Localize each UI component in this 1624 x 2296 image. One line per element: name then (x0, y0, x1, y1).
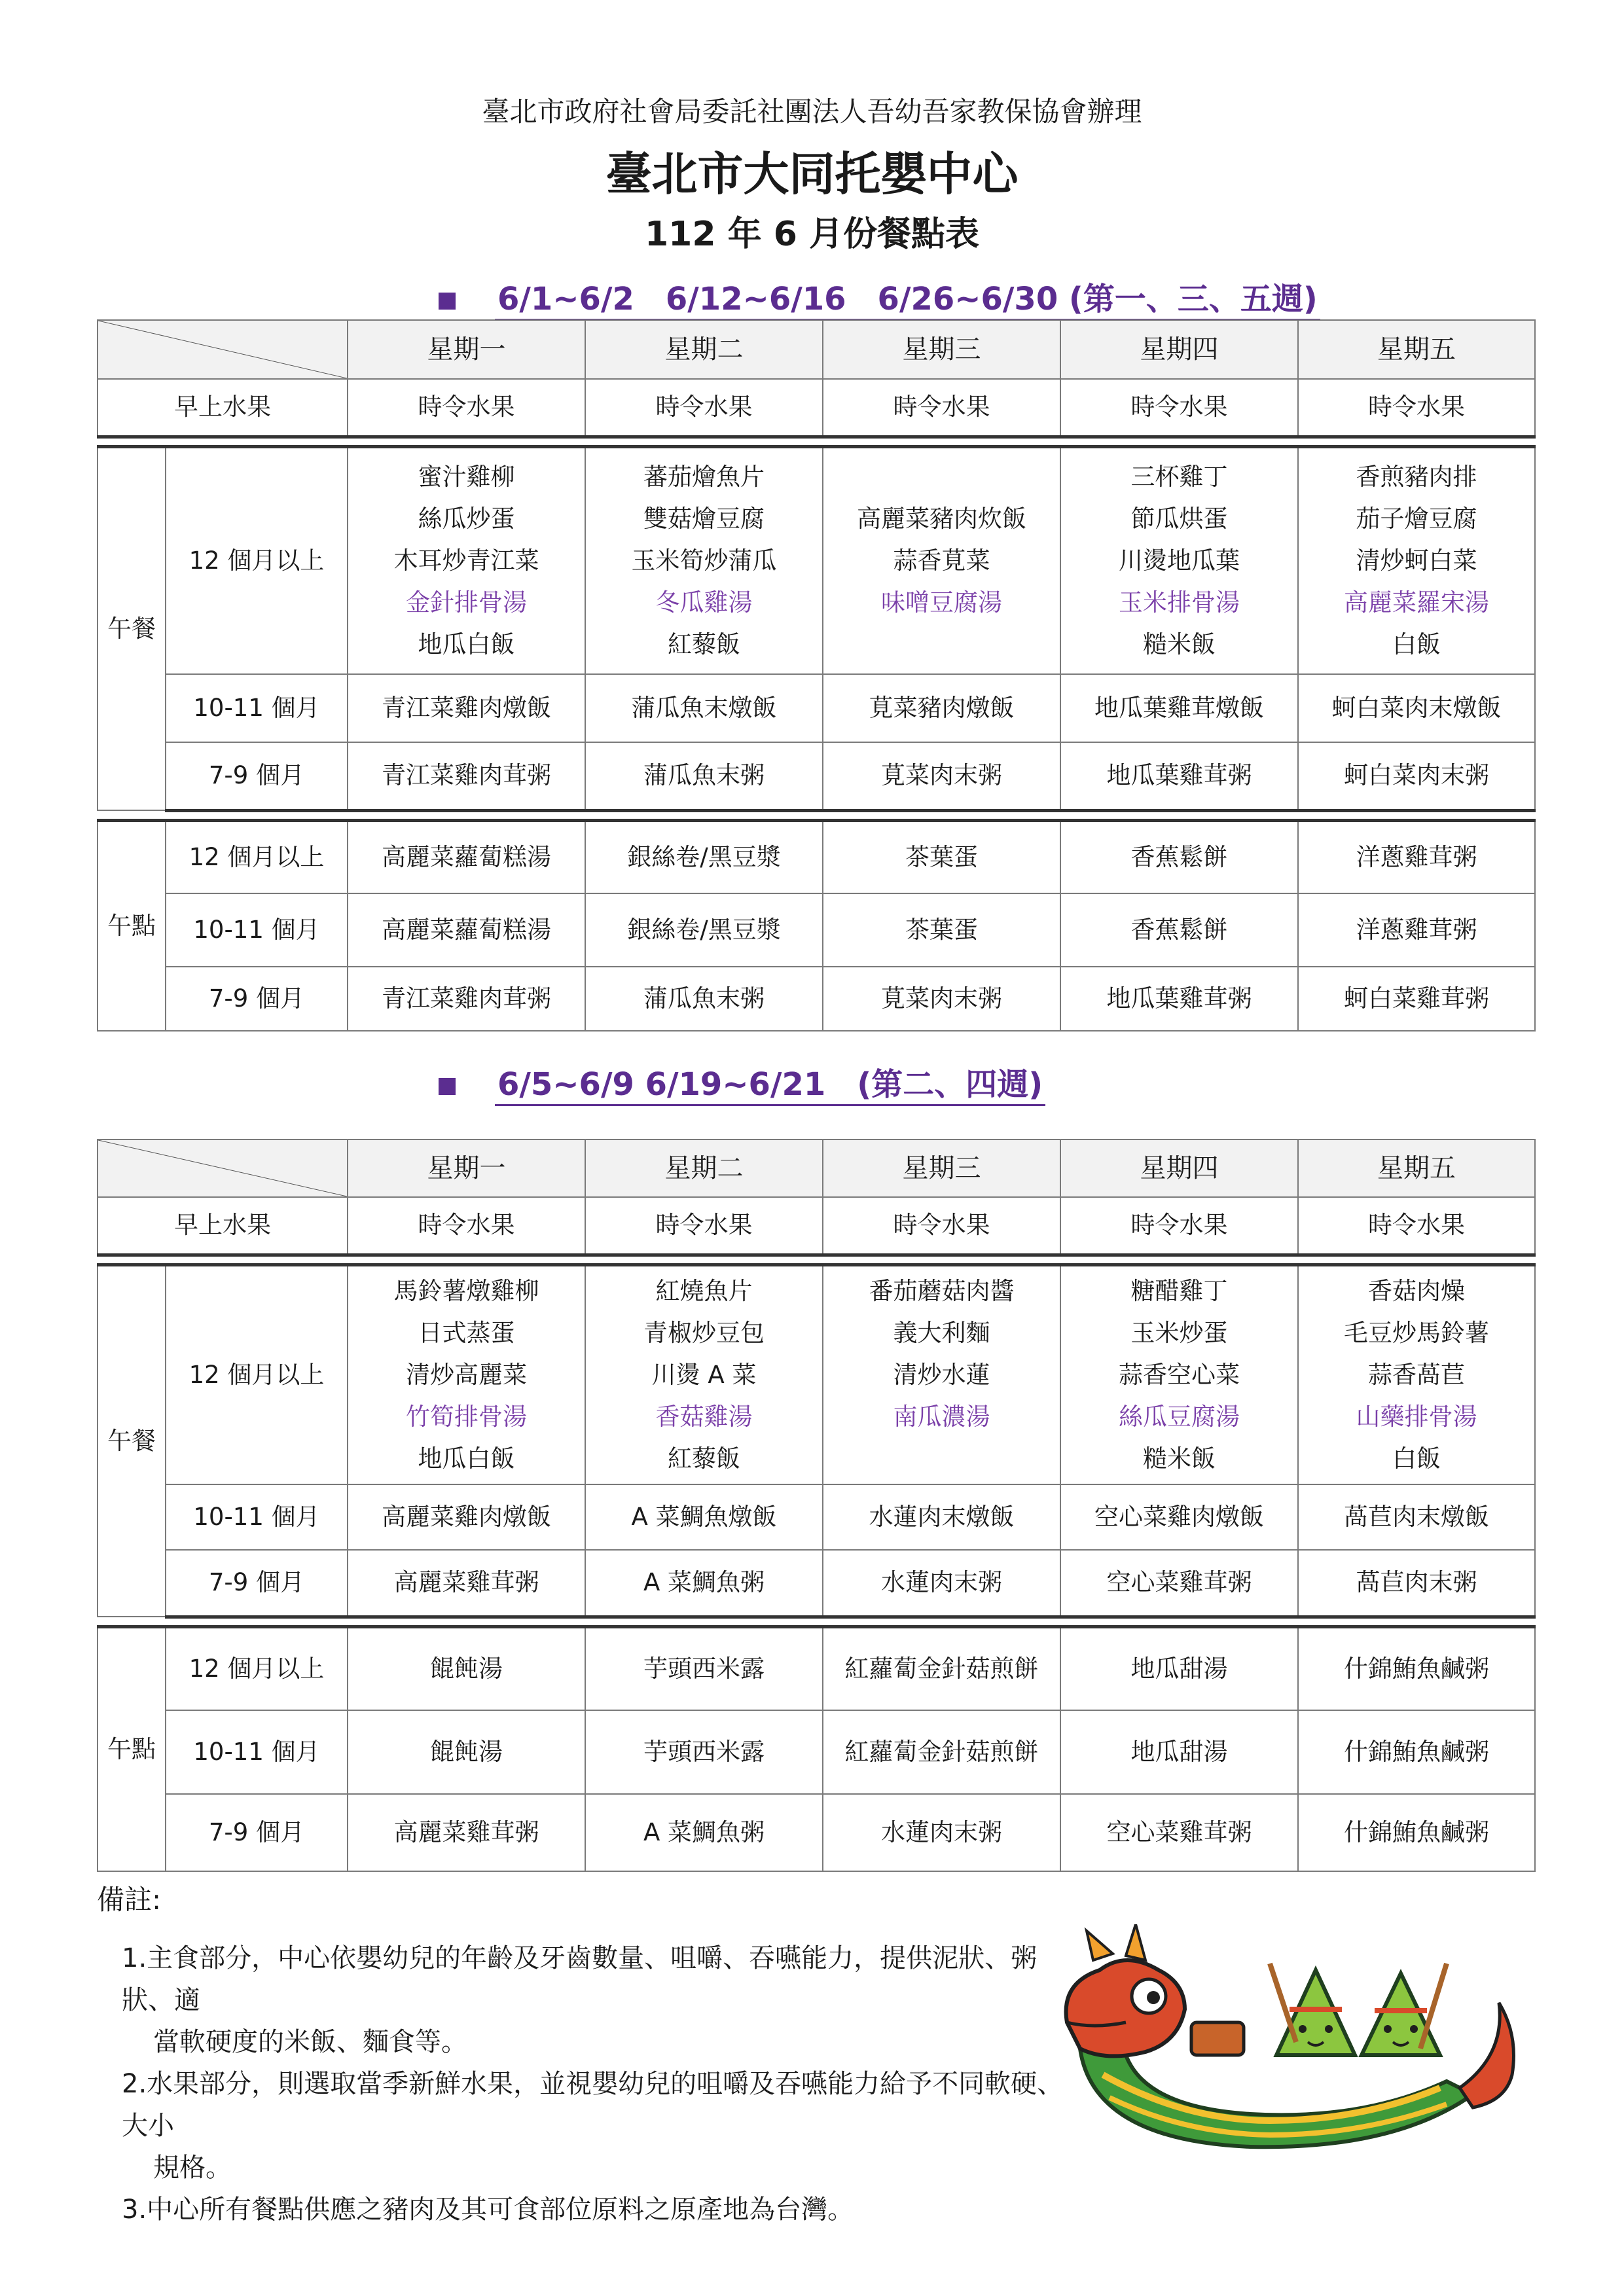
dish: 義大利麵 (893, 1318, 990, 1347)
meal-cell: 青江菜雞肉茸粥 (348, 742, 585, 810)
meal-cell: A 菜鯛魚燉飯 (585, 1484, 823, 1550)
dish: 茄子燴豆腐 (1356, 504, 1477, 533)
snack-cell: 銀絲卷/黑豆漿 (585, 820, 823, 893)
snack-cell: 茶葉蛋 (823, 893, 1060, 967)
lunch-menu-cell (823, 446, 1060, 674)
meal-cell: 青江菜雞肉燉飯 (348, 674, 585, 742)
note-line-continued: 規格。 (153, 2153, 232, 2183)
staple: 紅藜飯 (668, 1444, 740, 1473)
weekday-header: 星期四 (1060, 320, 1298, 379)
dish: 糖醋雞丁 (1130, 1276, 1228, 1305)
purple-square-icon (439, 1078, 456, 1095)
note-line: 2.水果部分，則選取當季新鮮水果，並視嬰幼兒的咀嚼及吞嚥能力給予不同軟硬、大小 (122, 2069, 1064, 2141)
meal-cell: 高麗菜雞茸粥 (348, 1550, 585, 1617)
age-label-10-11: 10-11 個月 (166, 674, 348, 742)
dish: 蜜汁雞柳 (418, 462, 515, 491)
snack-cell: 水蓮肉末粥 (823, 1794, 1060, 1871)
dish: 香菇肉燥 (1368, 1276, 1465, 1305)
age-label-7-9: 7-9 個月 (166, 742, 348, 810)
dish: 香煎豬肉排 (1356, 462, 1477, 491)
soup: 玉米排骨湯 (1119, 588, 1240, 617)
meal-cell: 地瓜葉雞茸燉飯 (1060, 674, 1298, 742)
lunch-menu-cell (348, 446, 585, 674)
snack-cell: 紅蘿蔔金針菇煎餅 (823, 1626, 1060, 1710)
month-title: 112 年 6 月份餐點表 (644, 215, 980, 254)
fruit-cell: 時令水果 (585, 1197, 823, 1255)
meal-cell: 空心菜雞肉燉飯 (1060, 1484, 1298, 1550)
meal-cell: 水蓮肉末粥 (823, 1550, 1060, 1617)
dish: 日式蒸蛋 (418, 1318, 515, 1347)
soup: 冬瓜雞湯 (655, 588, 753, 617)
staple: 地瓜白飯 (418, 1444, 515, 1473)
section2-title (439, 1059, 1045, 1104)
meal-cell: 莧菜肉末粥 (823, 742, 1060, 810)
dish: 蒜香莧菜 (893, 546, 990, 575)
snack-label: 午點 (98, 1626, 166, 1871)
age-label-12-plus: 12 個月以上 (166, 446, 348, 674)
snack-cell: 芋頭西米露 (585, 1626, 823, 1710)
age-label-7-9: 7-9 個月 (166, 1794, 348, 1871)
dish: 番茄蘑菇肉醬 (869, 1276, 1015, 1305)
dish: 紅燒魚片 (655, 1276, 753, 1305)
fruit-cell: 時令水果 (1060, 379, 1298, 437)
meal-cell: 蚵白菜肉末燉飯 (1298, 674, 1535, 742)
age-label-12-plus: 12 個月以上 (166, 820, 348, 893)
note-line: 3.中心所有餐點供應之豬肉及其可食部位原料之原產地為台灣。 (122, 2195, 854, 2225)
menu-table-week-1-3-5 (97, 319, 1536, 1031)
snack-cell: 洋蔥雞茸粥 (1298, 893, 1535, 967)
dish (823, 456, 1060, 498)
lunch-menu-cell (1298, 1265, 1535, 1484)
age-label-7-9: 7-9 個月 (166, 967, 348, 1031)
fruit-cell: 時令水果 (348, 1197, 585, 1255)
soup: 金針排骨湯 (406, 588, 527, 617)
snack-cell: 莧菜肉末粥 (823, 967, 1060, 1031)
lunch-menu-cell (1060, 446, 1298, 674)
meal-cell: 高麗菜雞肉燉飯 (348, 1484, 585, 1550)
age-label-7-9: 7-9 個月 (166, 1550, 348, 1617)
snack-cell: 什錦鮪魚鹹粥 (1298, 1710, 1535, 1794)
staple: 糙米飯 (1143, 1444, 1216, 1473)
staple (823, 1438, 1060, 1480)
lunch-label: 午餐 (98, 446, 166, 810)
morning-fruit-label: 早上水果 (98, 379, 348, 437)
dish: 三杯雞丁 (1130, 462, 1228, 491)
meal-cell: 萵苣肉末粥 (1298, 1550, 1535, 1617)
dish: 蒜香空心菜 (1119, 1360, 1240, 1389)
snack-cell: 青江菜雞肉茸粥 (348, 967, 585, 1031)
snack-cell: 空心菜雞茸粥 (1060, 1794, 1298, 1871)
lunch-menu-cell (1298, 446, 1535, 674)
weekday-header: 星期四 (1060, 1139, 1298, 1197)
weekday-header: 星期一 (348, 320, 585, 379)
fruit-cell: 時令水果 (348, 379, 585, 437)
snack-cell: 地瓜葉雞茸粥 (1060, 967, 1298, 1031)
staple: 紅藜飯 (668, 630, 740, 658)
snack-cell: 什錦鮪魚鹹粥 (1298, 1626, 1535, 1710)
fruit-cell: 時令水果 (1298, 379, 1535, 437)
snack-cell: 芋頭西米露 (585, 1710, 823, 1794)
staple: 白飯 (1392, 630, 1441, 658)
soup: 香菇雞湯 (655, 1402, 753, 1431)
snack-cell: 地瓜甜湯 (1060, 1710, 1298, 1794)
snack-cell: 洋蔥雞茸粥 (1298, 820, 1535, 893)
lunch-menu-cell (823, 1265, 1060, 1484)
meal-cell: A 菜鯛魚粥 (585, 1550, 823, 1617)
note-item (122, 2189, 1079, 2231)
purple-square-icon (439, 293, 456, 310)
section1-title-text: 6/1~6/2 6/12~6/16 6/26~6/30 (第一、三、五週) (495, 281, 1320, 321)
dish: 高麗菜豬肉炊飯 (857, 504, 1026, 533)
morning-fruit-label: 早上水果 (98, 1197, 348, 1255)
dragon-boat-icon (1054, 1924, 1525, 2160)
section2-title-text: 6/5~6/9 6/19~6/21 (第二、四週) (495, 1066, 1045, 1106)
dish: 清炒水蓮 (893, 1360, 990, 1389)
fruit-cell: 時令水果 (1298, 1197, 1535, 1255)
snack-cell: 高麗菜蘿蔔糕湯 (348, 893, 585, 967)
soup: 山藥排骨湯 (1356, 1402, 1477, 1431)
snack-cell: 紅蘿蔔金針菇煎餅 (823, 1710, 1060, 1794)
notes-title: 備註: (97, 1884, 162, 1916)
meal-cell: 地瓜葉雞茸粥 (1060, 742, 1298, 810)
dish: 馬鈴薯燉雞柳 (393, 1276, 539, 1305)
lunch-menu-cell (585, 1265, 823, 1484)
snack-cell: 高麗菜雞茸粥 (348, 1794, 585, 1871)
fruit-cell: 時令水果 (1060, 1197, 1298, 1255)
dish: 清炒蚵白菜 (1356, 546, 1477, 575)
staple: 白飯 (1392, 1444, 1441, 1473)
center-name-title: 臺北市大同托嬰中心 (605, 147, 1019, 201)
staple: 地瓜白飯 (418, 630, 515, 658)
dish: 毛豆炒馬鈴薯 (1344, 1318, 1489, 1347)
snack-cell: 蚵白菜雞茸粥 (1298, 967, 1535, 1031)
dish: 絲瓜炒蛋 (418, 504, 515, 533)
lunch-menu-cell (1060, 1265, 1298, 1484)
dish: 玉米筍炒蒲瓜 (631, 546, 777, 575)
age-label-10-11: 10-11 個月 (166, 1484, 348, 1550)
fruit-cell: 時令水果 (585, 379, 823, 437)
snack-cell: 香蕉鬆餅 (1060, 820, 1298, 893)
weekday-header: 星期二 (585, 320, 823, 379)
soup: 南瓜濃湯 (893, 1402, 990, 1431)
age-label-12-plus: 12 個月以上 (166, 1626, 348, 1710)
note-line: 1.主食部分，中心依嬰幼兒的年齡及牙齒數量、咀嚼、吞嚥能力，提供泥狀、粥狀、適 (122, 1943, 1038, 2015)
notes-section (97, 1878, 1079, 2231)
snack-cell: 餛飩湯 (348, 1626, 585, 1710)
fruit-cell: 時令水果 (823, 1197, 1060, 1255)
note-item (122, 2063, 1079, 2189)
snack-cell: 茶葉蛋 (823, 820, 1060, 893)
snack-cell: 香蕉鬆餅 (1060, 893, 1298, 967)
snack-cell: 蒲瓜魚末粥 (585, 967, 823, 1031)
dish: 雙菇燴豆腐 (643, 504, 765, 533)
weekday-header: 星期三 (823, 320, 1060, 379)
meal-cell: 莧菜豬肉燉飯 (823, 674, 1060, 742)
snack-cell: 地瓜甜湯 (1060, 1626, 1298, 1710)
staple: 糙米飯 (1143, 630, 1216, 658)
soup: 高麗菜羅宋湯 (1344, 588, 1489, 617)
lunch-menu-cell (348, 1265, 585, 1484)
meal-cell: 水蓮肉末燉飯 (823, 1484, 1060, 1550)
weekday-header: 星期三 (823, 1139, 1060, 1197)
soup: 絲瓜豆腐湯 (1119, 1402, 1240, 1431)
note-item (122, 1937, 1079, 2063)
fruit-cell: 時令水果 (823, 379, 1060, 437)
age-label-10-11: 10-11 個月 (166, 1710, 348, 1794)
dish: 川燙地瓜葉 (1119, 546, 1240, 575)
lunch-label: 午餐 (98, 1265, 166, 1617)
meal-cell: 蚵白菜肉末粥 (1298, 742, 1535, 810)
section1-title (439, 274, 1320, 319)
weekday-header: 星期一 (348, 1139, 585, 1197)
meal-cell: 蒲瓜魚末粥 (585, 742, 823, 810)
dish: 川燙 A 菜 (651, 1360, 757, 1389)
snack-cell: A 菜鯛魚粥 (585, 1794, 823, 1871)
dish: 青椒炒豆包 (643, 1318, 765, 1347)
weekday-header: 星期二 (585, 1139, 823, 1197)
meal-cell: 空心菜雞茸粥 (1060, 1550, 1298, 1617)
meal-cell: 萵苣肉末燉飯 (1298, 1484, 1535, 1550)
dish: 蒜香萵苣 (1368, 1360, 1465, 1389)
note-line-continued: 當軟硬度的米飯、麵食等。 (153, 2027, 467, 2057)
meal-cell: 蒲瓜魚末燉飯 (585, 674, 823, 742)
dish: 玉米炒蛋 (1130, 1318, 1228, 1347)
corner-diagonal-cell (98, 320, 348, 379)
dish: 蕃茄燴魚片 (643, 462, 765, 491)
soup: 竹筍排骨湯 (406, 1402, 527, 1431)
lunch-menu-cell (585, 446, 823, 674)
snack-cell: 高麗菜蘿蔔糕湯 (348, 820, 585, 893)
snack-cell: 銀絲卷/黑豆漿 (585, 893, 823, 967)
snack-cell: 什錦鮪魚鹹粥 (1298, 1794, 1535, 1871)
organizer-text: 臺北市政府社會局委託社團法人吾幼吾家教保協會辦理 (482, 96, 1142, 128)
soup: 味噌豆腐湯 (881, 588, 1002, 617)
weekday-header: 星期五 (1298, 320, 1535, 379)
snack-cell: 餛飩湯 (348, 1710, 585, 1794)
age-label-10-11: 10-11 個月 (166, 893, 348, 967)
age-label-12-plus: 12 個月以上 (166, 1265, 348, 1484)
menu-table-week-2-4 (97, 1139, 1536, 1872)
dish: 節瓜烘蛋 (1130, 504, 1228, 533)
weekday-header: 星期五 (1298, 1139, 1535, 1197)
dish: 清炒高麗菜 (406, 1360, 527, 1389)
staple (823, 624, 1060, 666)
snack-label: 午點 (98, 820, 166, 1031)
corner-diagonal-cell (98, 1139, 348, 1197)
dish: 木耳炒青江菜 (393, 546, 539, 575)
